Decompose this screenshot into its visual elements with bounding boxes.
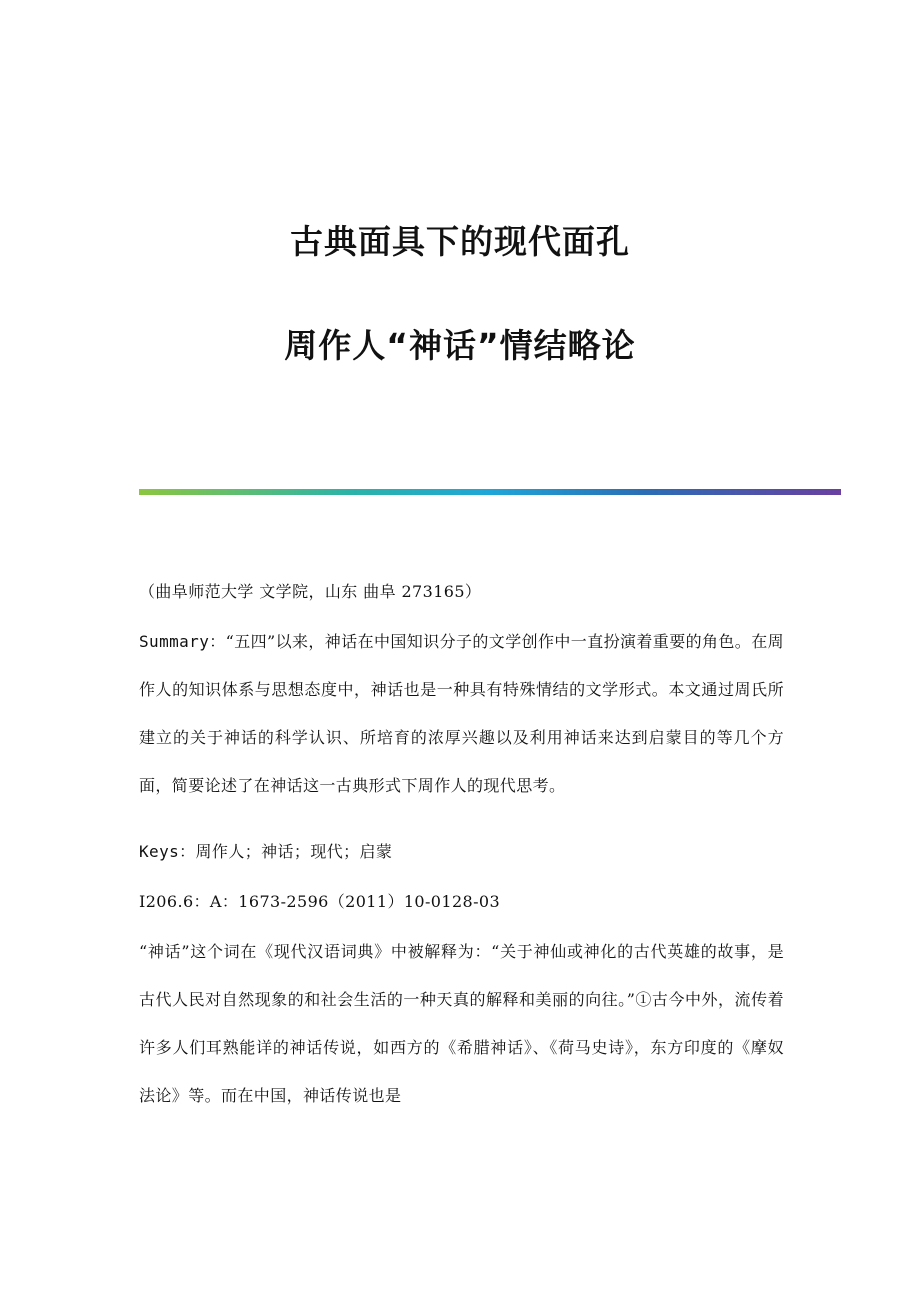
keys-label: Keys：: [139, 842, 196, 861]
keys-text: 周作人；神话；现代；启蒙: [195, 842, 393, 861]
summary-text: “五四”以来，神话在中国知识分子的文学创作中一直扮演着重要的角色。在周作人的知识体系与思想态度中，神话也是一种具有特殊情结的文学形式。本文通过周氏所建立的关于神话的科学认识、所培育的浓厚兴趣以及利用神话来达到启蒙目的等几个方面，简要论述了在神话这一古典形式下周作人的现代思考。: [139, 632, 785, 795]
document-title: 古典面具下的现代面孔: [290, 222, 630, 261]
summary-label: Summary：: [139, 632, 226, 651]
title-divider: [139, 489, 841, 495]
body-paragraph: “神话”这个词在《现代汉语词典》中被解释为：“关于神仙或神化的古代英雄的故事，是古代人民对自然现象的和社会生活的一种天真的解释和美丽的向往。”①古今中外，流传着许多人们耳熟能详的神话传说，如西方的《希腊神话》、《荷马史诗》，东方印度的《摩奴法论》等。而在中国，神话传说也是: [139, 942, 784, 1105]
summary-paragraph: [139, 618, 784, 810]
document-body: [139, 568, 784, 1138]
classification-code: I206.6：A：1673-2596（2011）10-0128-03: [139, 892, 501, 911]
document-subtitle: 周作人“神话”情结略论: [284, 326, 636, 365]
keywords-paragraph: [139, 828, 784, 876]
affiliation: （曲阜师范大学 文学院，山东 曲阜 273165）: [139, 582, 482, 601]
